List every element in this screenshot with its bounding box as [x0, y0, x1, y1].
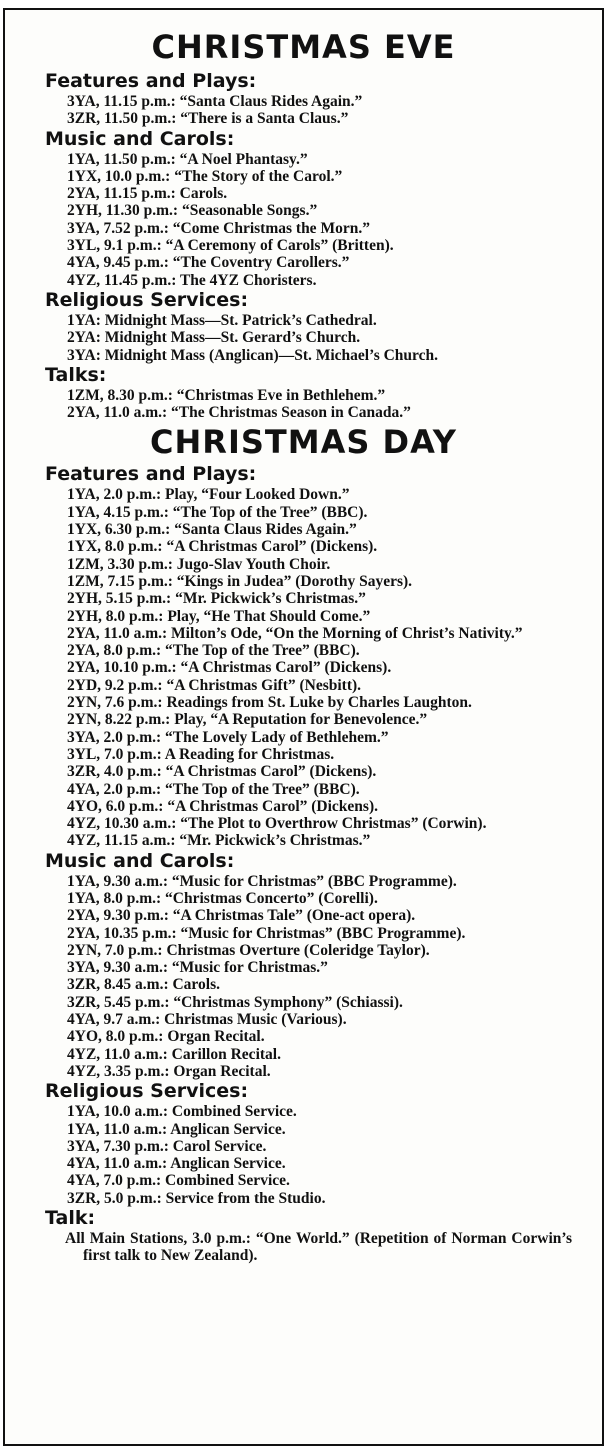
schedule-entry: 4YZ, 11.45 p.m.: The 4YZ Choristers. — [67, 271, 317, 289]
day-features-list — [5, 486, 602, 849]
schedule-entry: 3ZR, 8.45 a.m.: Carols. — [67, 976, 220, 994]
schedule-entry: 1YA, 2.0 p.m.: Play, “Four Looked Down.” — [67, 486, 350, 504]
eve-talks-heading: Talks: — [45, 363, 107, 386]
schedule-entry: 4YA, 7.0 p.m.: Combined Service. — [67, 1172, 290, 1190]
eve-talks-section — [5, 364, 602, 422]
schedule-entry: 1YA: Midnight Mass—St. Patrick’s Cathedral. — [67, 311, 377, 329]
schedule-entry: 2YN, 8.22 p.m.: Play, “A Reputation for Benevolence.” — [67, 711, 428, 729]
schedule-entry: 2YA, 11.0 a.m.: “The Christmas Season in Canada.” — [67, 404, 411, 422]
schedule-entry: 1YA, 11.50 p.m.: “A Noel Phantasy.” — [67, 150, 308, 168]
schedule-entry: 3YA: Midnight Mass (Anglican)—St. Michael’s Church. — [67, 346, 439, 364]
schedule-entry: 3ZR, 11.50 p.m.: “There is a Santa Claus.” — [67, 110, 349, 128]
schedule-entry: 4YA, 9.45 p.m.: “The Coventry Carollers.” — [67, 254, 350, 272]
eve-features-heading: Features and Plays: — [45, 70, 257, 92]
schedule-entry: 4YZ, 11.15 a.m.: “Mr. Pickwick’s Christmas.” — [67, 832, 371, 850]
christmas-eve-title: CHRISTMAS EVE — [151, 28, 456, 66]
day-features-heading: Features and Plays: — [45, 463, 257, 486]
schedule-entry: 4YZ, 3.35 p.m.: Organ Recital. — [67, 1062, 271, 1080]
schedule-entry: 2YA, 10.10 p.m.: “A Christmas Carol” (Dickens). — [67, 659, 392, 677]
schedule-entry: 2YN, 7.6 p.m.: Readings from St. Luke by Charles Laughton. — [67, 694, 472, 712]
day-talk-heading: Talk: — [45, 1207, 96, 1230]
day-features-section — [5, 463, 602, 849]
schedule-entry: 4YA, 9.7 a.m.: Christmas Music (Various). — [67, 1011, 347, 1029]
day-music-section — [5, 850, 602, 1081]
schedule-entry: 2YD, 9.2 p.m.: “A Christmas Gift” (Nesbitt). — [67, 676, 362, 694]
schedule-entry: 1YA, 10.0 a.m.: Combined Service. — [67, 1103, 297, 1121]
schedule-entry: 3YA, 7.30 p.m.: Carol Service. — [67, 1137, 267, 1155]
schedule-entry: 1YA, 8.0 p.m.: “Christmas Concerto” (Corelli). — [67, 889, 378, 907]
christmas-day-title: CHRISTMAS DAY — [150, 423, 457, 462]
day-religious-heading: Religious Services: — [45, 1080, 249, 1103]
schedule-entry: 2YA, 10.35 p.m.: “Music for Christmas” (BBC Programme). — [67, 924, 466, 942]
schedule-entry: 1ZM, 3.30 p.m.: Jugo-Slav Youth Choir. — [67, 555, 331, 573]
schedule-entry: 3YL, 7.0 p.m.: A Reading for Christmas. — [67, 745, 335, 763]
schedule-entry: 4YO, 8.0 p.m.: Organ Recital. — [67, 1028, 265, 1046]
day-talk-list — [5, 1230, 602, 1265]
eve-music-section — [5, 128, 602, 289]
schedule-entry: 4YA, 11.0 a.m.: Anglican Service. — [67, 1155, 286, 1173]
eve-religious-section — [5, 289, 602, 364]
schedule-entry: 1YA, 9.30 a.m.: “Music for Christmas” (BBC Programme). — [67, 872, 457, 890]
schedule-entry: 4YZ, 11.0 a.m.: Carillon Recital. — [67, 1045, 281, 1063]
eve-features-section — [5, 70, 602, 128]
schedule-entry: 2YA, 8.0 p.m.: “The Top of the Tree” (BBC). — [67, 642, 360, 660]
schedule-entry: 2YA, 11.0 a.m.: Milton’s Ode, “On the Morning of Christ’s Nativity.” — [67, 624, 523, 642]
schedule-entry: 4YA, 2.0 p.m.: “The Top of the Tree” (BBC). — [67, 780, 360, 798]
schedule-entry: 1ZM, 8.30 p.m.: “Christmas Eve in Bethlehem.” — [67, 386, 386, 404]
schedule-entry: 3YA, 11.15 p.m.: “Santa Claus Rides Again.” — [67, 93, 363, 110]
schedule-entry: 3YA, 2.0 p.m.: “The Lovely Lady of Bethlehem.” — [67, 728, 389, 746]
schedule-entry: 4YO, 6.0 p.m.: “A Christmas Carol” (Dickens). — [67, 797, 378, 815]
schedule-entry: 1YX, 8.0 p.m.: “A Christmas Carol” (Dickens). — [67, 538, 378, 556]
day-religious-list — [5, 1103, 602, 1207]
schedule-entry: 4YZ, 10.30 a.m.: “The Plot to Overthrow Christmas” (Corwin). — [67, 815, 487, 833]
schedule-entry: 2YH, 5.15 p.m.: “Mr. Pickwick’s Christmas.” — [67, 590, 366, 608]
schedule-entry: 1YX, 10.0 p.m.: “The Story of the Carol.” — [67, 167, 343, 185]
schedule-entry: 1YA, 4.15 p.m.: “The Top of the Tree” (BBC). — [67, 503, 368, 521]
eve-talks-list — [5, 387, 602, 422]
day-music-heading: Music and Carols: — [45, 849, 235, 872]
eve-music-heading: Music and Carols: — [45, 127, 235, 150]
schedule-entry: 2YH, 11.30 p.m.: “Seasonable Songs.” — [67, 202, 318, 220]
schedule-entry: 3YL, 9.1 p.m.: “A Ceremony of Carols” (Britten). — [67, 237, 394, 255]
schedule-entry: 2YN, 7.0 p.m.: Christmas Overture (Coleridge Taylor). — [67, 941, 430, 959]
schedule-entry: 3YA, 7.52 p.m.: “Come Christmas the Morn.” — [67, 219, 370, 237]
schedule-entry: 1ZM, 7.15 p.m.: “Kings in Judea” (Dorothy Sayers). — [67, 572, 413, 590]
schedule-entry: 3ZR, 5.45 p.m.: “Christmas Symphony” (Schiassi). — [67, 993, 403, 1011]
schedule-entry: 3YA, 9.30 a.m.: “Music for Christmas.” — [67, 959, 328, 977]
schedule-entry: 2YA: Midnight Mass—St. Gerard’s Church. — [67, 329, 361, 347]
schedule-entry: 3ZR, 5.0 p.m.: Service from the Studio. — [67, 1189, 326, 1207]
schedule-entry: 2YA, 11.15 p.m.: Carols. — [67, 185, 228, 203]
schedule-entry: All Main Stations, 3.0 p.m.: “One World.” (Repetition of Norman Corwin’s first talk to New Zealand). — [65, 1230, 572, 1265]
schedule-entry: 2YH, 8.0 p.m.: Play, “He That Should Come.” — [67, 607, 371, 625]
eve-features-list — [5, 93, 602, 128]
eve-religious-heading: Religious Services: — [45, 288, 249, 311]
schedule-panel — [3, 8, 604, 1446]
schedule-entry: 3ZR, 4.0 p.m.: “A Christmas Carol” (Dickens). — [67, 763, 377, 781]
day-religious-section — [5, 1080, 602, 1207]
day-talk-section — [5, 1207, 602, 1265]
schedule-entry: 1YX, 6.30 p.m.: “Santa Claus Rides Again.” — [67, 521, 357, 539]
schedule-entry: 1YA, 11.0 a.m.: Anglican Service. — [67, 1120, 286, 1138]
day-music-list — [5, 873, 602, 1081]
eve-music-list — [5, 151, 602, 289]
schedule-entry: 2YA, 9.30 p.m.: “A Christmas Tale” (One-act opera). — [67, 907, 416, 925]
eve-religious-list — [5, 312, 602, 364]
